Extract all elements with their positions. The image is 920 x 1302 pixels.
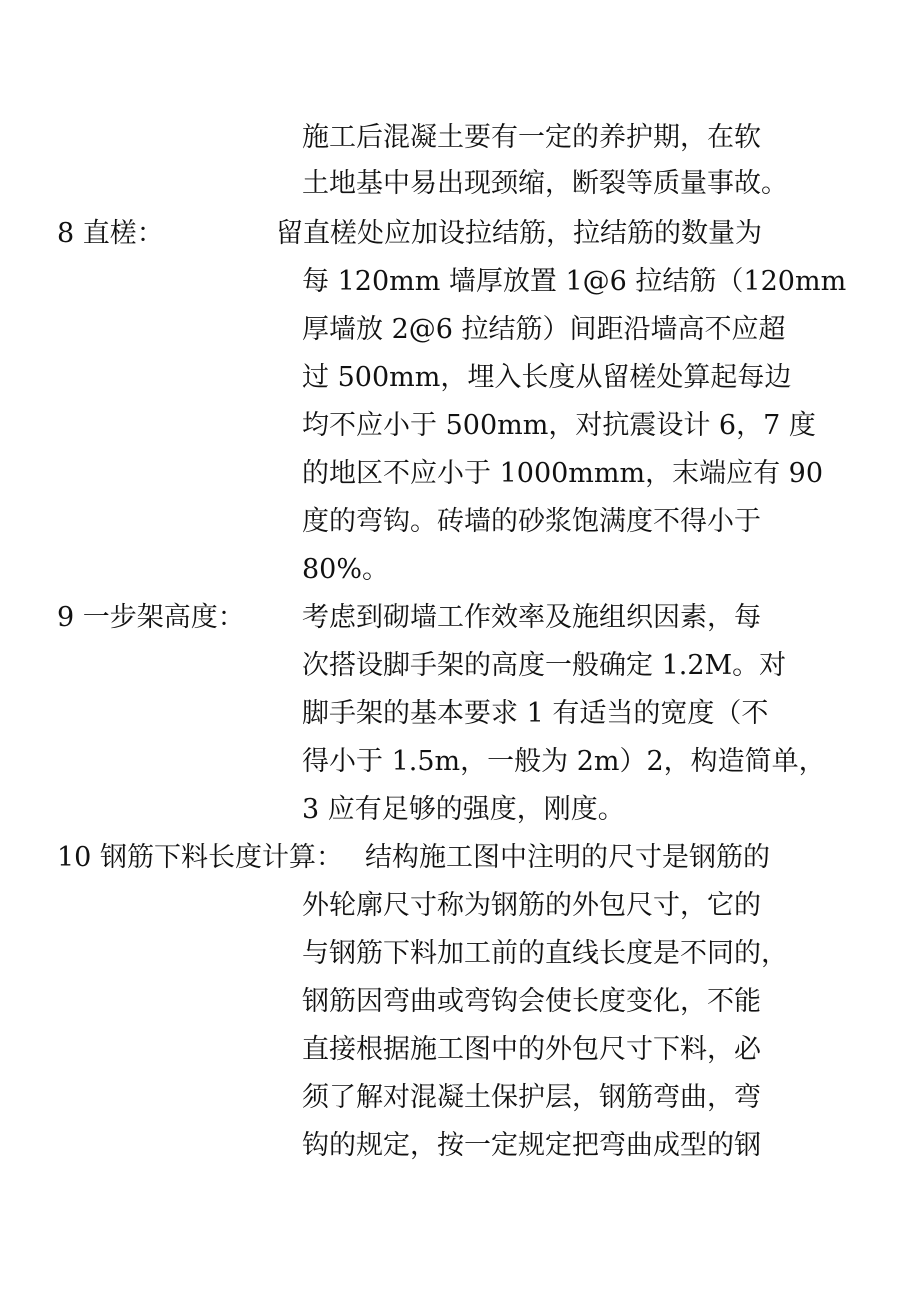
definition-line: 考虑到砌墙工作效率及施组织因素，每 xyxy=(302,602,761,633)
definition-line: 均不应小于 500mm，对抗震设计 6，7 度 xyxy=(302,410,816,441)
definition-line: 钢筋因弯曲或弯钩会使长度变化，不能 xyxy=(302,986,761,1017)
definition-line: 得小于 1.5m，一般为 2m）2，构造简单， xyxy=(302,746,826,777)
definition-line: 3 应有足够的强度，刚度。 xyxy=(302,794,625,825)
definition-line: 每 120mm 墙厚放置 1@6 拉结筋（120mm xyxy=(302,266,847,297)
definition-line: 结构施工图中注明的尺寸是钢筋的 xyxy=(365,842,770,873)
definition-line: 厚墙放 2@6 拉结筋）间距沿墙高不应超 xyxy=(302,314,786,345)
definition-line: 直接根据施工图中的外包尺寸下料，必 xyxy=(302,1034,761,1065)
definition-line: 钩的规定，按一定规定把弯曲成型的钢 xyxy=(302,1130,761,1161)
body-text-line: 土地基中易出现颈缩，断裂等质量事故。 xyxy=(302,168,788,199)
definition-line: 留直槎处应加设拉结筋，拉结筋的数量为 xyxy=(276,218,762,249)
definition-line: 过 500mm，埋入长度从留槎处算起每边 xyxy=(302,362,792,393)
term-label-10: 10 钢筋下料长度计算： xyxy=(57,842,343,873)
term-label-8: 8 直槎： xyxy=(57,218,164,249)
definition-line: 度的弯钩。砖墙的砂浆饱满度不得小于 xyxy=(302,506,761,537)
definition-line: 须了解对混凝土保护层，钢筋弯曲，弯 xyxy=(302,1082,761,1113)
term-label-9: 9 一步架高度： xyxy=(57,602,245,633)
definition-line: 与钢筋下料加工前的直线长度是不同的， xyxy=(302,938,788,969)
definition-line: 的地区不应小于 1000mmm，末端应有 90 xyxy=(302,458,824,489)
definition-line: 脚手架的基本要求 1 有适当的宽度（不 xyxy=(302,698,769,729)
definition-line: 80%。 xyxy=(302,554,390,585)
definition-line: 外轮廓尺寸称为钢筋的外包尺寸，它的 xyxy=(302,890,761,921)
body-text-line: 施工后混凝土要有一定的养护期，在软 xyxy=(302,122,761,153)
definition-line: 次搭设脚手架的高度一般确定 1.2M。对 xyxy=(302,650,787,681)
